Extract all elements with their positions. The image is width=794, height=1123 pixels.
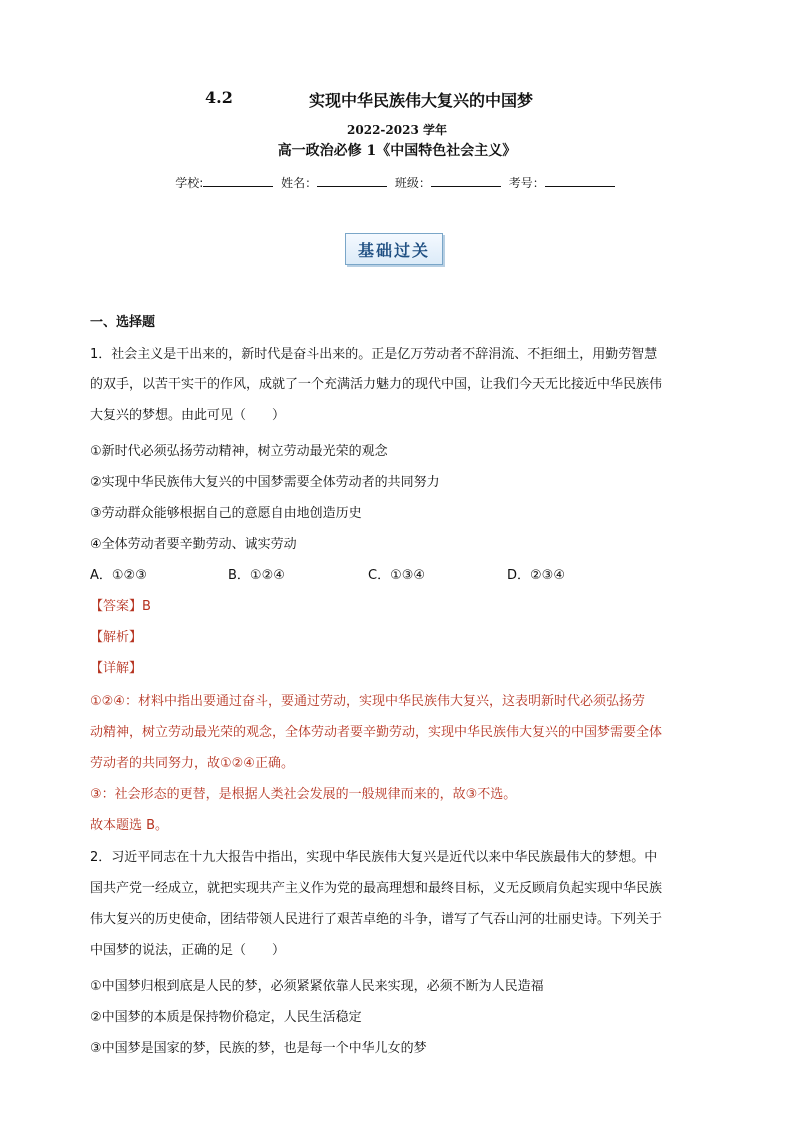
q1-item-1: ①新时代必须弘扬劳动精神，树立劳动最光荣的观念 bbox=[90, 444, 388, 459]
q1-analysis-label: 【解析】 bbox=[90, 630, 143, 645]
school-year: 2022-2023 学年 bbox=[347, 123, 447, 137]
school-label: 学校: bbox=[175, 176, 204, 190]
lesson-number: 4.2 bbox=[205, 88, 233, 107]
school-field[interactable] bbox=[175, 174, 277, 191]
q2-stem-line-3: 伟大复兴的历史使命，团结带领人民进行了艰苦卓绝的斗争，谱写了气吞山河的壮丽史诗。下列关于 bbox=[90, 912, 663, 927]
q1-stem-line-1: 1．社会主义是干出来的，新时代是奋斗出来的。正是亿万劳动者不辞涓流、不拒细土，用勤劳智慧 bbox=[90, 347, 658, 362]
name-label: 姓名： bbox=[281, 176, 318, 190]
q2-stem-line-1: 2．习近平同志在十九大报告中指出，实现中华民族伟大复兴是近代以来中华民族最伟大的梦想。中 bbox=[90, 850, 658, 865]
q1-item-4: ④全体劳动者要辛勤劳动、诚实劳动 bbox=[90, 537, 297, 552]
class-field[interactable] bbox=[395, 174, 505, 191]
exam-number-label: 考号： bbox=[508, 176, 545, 190]
subject-title: 高一政治必修 1《中国特色社会主义》 bbox=[277, 143, 517, 159]
exam-number-field[interactable] bbox=[509, 174, 619, 191]
q1-explain-line-4: ③：社会形态的更替，是根据人类社会发展的一般规律而来的，故③不选。 bbox=[90, 787, 517, 802]
q2-item-1: ①中国梦归根到底是人民的梦，必须紧紧依靠人民来实现，必须不断为人民造福 bbox=[90, 979, 544, 994]
q2-stem-line-4: 中国梦的说法，正确的足（ ） bbox=[90, 943, 286, 958]
name-field[interactable] bbox=[281, 174, 391, 191]
q1-item-2: ②实现中华民族伟大复兴的中国梦需要全体劳动者的共同努力 bbox=[90, 475, 440, 490]
name-blank[interactable] bbox=[317, 174, 387, 187]
class-blank[interactable] bbox=[431, 174, 501, 187]
q1-option-a[interactable]: A．①②③ bbox=[90, 568, 147, 583]
q1-item-3: ③劳动群众能够根据自己的意愿自由地创造历史 bbox=[90, 506, 362, 521]
title-row bbox=[0, 88, 794, 112]
q2-stem-line-2: 国共产党一经成立，就把实现共产主义作为党的最高理想和最终目标，义无反顾肩负起实现中华民族 bbox=[90, 881, 663, 896]
q1-stem-line-2: 的双手，以苦干实干的作风，成就了一个充满活力魅力的现代中国，让我们今天无比接近中华民族伟 bbox=[90, 377, 663, 392]
q1-detail-label: 【详解】 bbox=[90, 661, 143, 676]
lesson-title: 实现中华民族伟大复兴的中国梦 bbox=[309, 91, 534, 110]
student-info-row bbox=[0, 174, 794, 191]
section-badge bbox=[345, 233, 445, 267]
q1-explain-line-3: 劳动者的共同努力，故①②④正确。 bbox=[90, 756, 294, 771]
exam-number-blank[interactable] bbox=[545, 174, 615, 187]
q1-option-b[interactable]: B．①②④ bbox=[228, 568, 285, 583]
school-blank[interactable] bbox=[203, 174, 273, 187]
q1-explain-line-2: 动精神，树立劳动最光荣的观念，全体劳动者要辛勤劳动，实现中华民族伟大复兴的中国梦需要全体 bbox=[90, 725, 663, 740]
q1-conclusion: 故本题选 B。 bbox=[90, 818, 169, 833]
q1-explain-line-1: ①②④：材料中指出要通过奋斗，要通过劳动，实现中华民族伟大复兴，这表明新时代必须弘扬劳 bbox=[90, 694, 645, 709]
q1-stem-line-3: 大复兴的梦想。由此可见（ ） bbox=[90, 408, 286, 423]
section-title: 一、选择题 bbox=[90, 315, 156, 330]
q2-item-3: ③中国梦是国家的梦，民族的梦，也是每一个中华儿女的梦 bbox=[90, 1041, 427, 1056]
badge-label: 基础过关 bbox=[345, 233, 443, 265]
q2-item-2: ②中国梦的本质是保持物价稳定，人民生活稳定 bbox=[90, 1010, 362, 1025]
class-label: 班级： bbox=[394, 176, 431, 190]
q1-option-c[interactable]: C．①③④ bbox=[368, 568, 426, 583]
q1-answer: 【答案】B bbox=[90, 599, 151, 614]
q1-option-d[interactable]: D．②③④ bbox=[507, 568, 565, 583]
